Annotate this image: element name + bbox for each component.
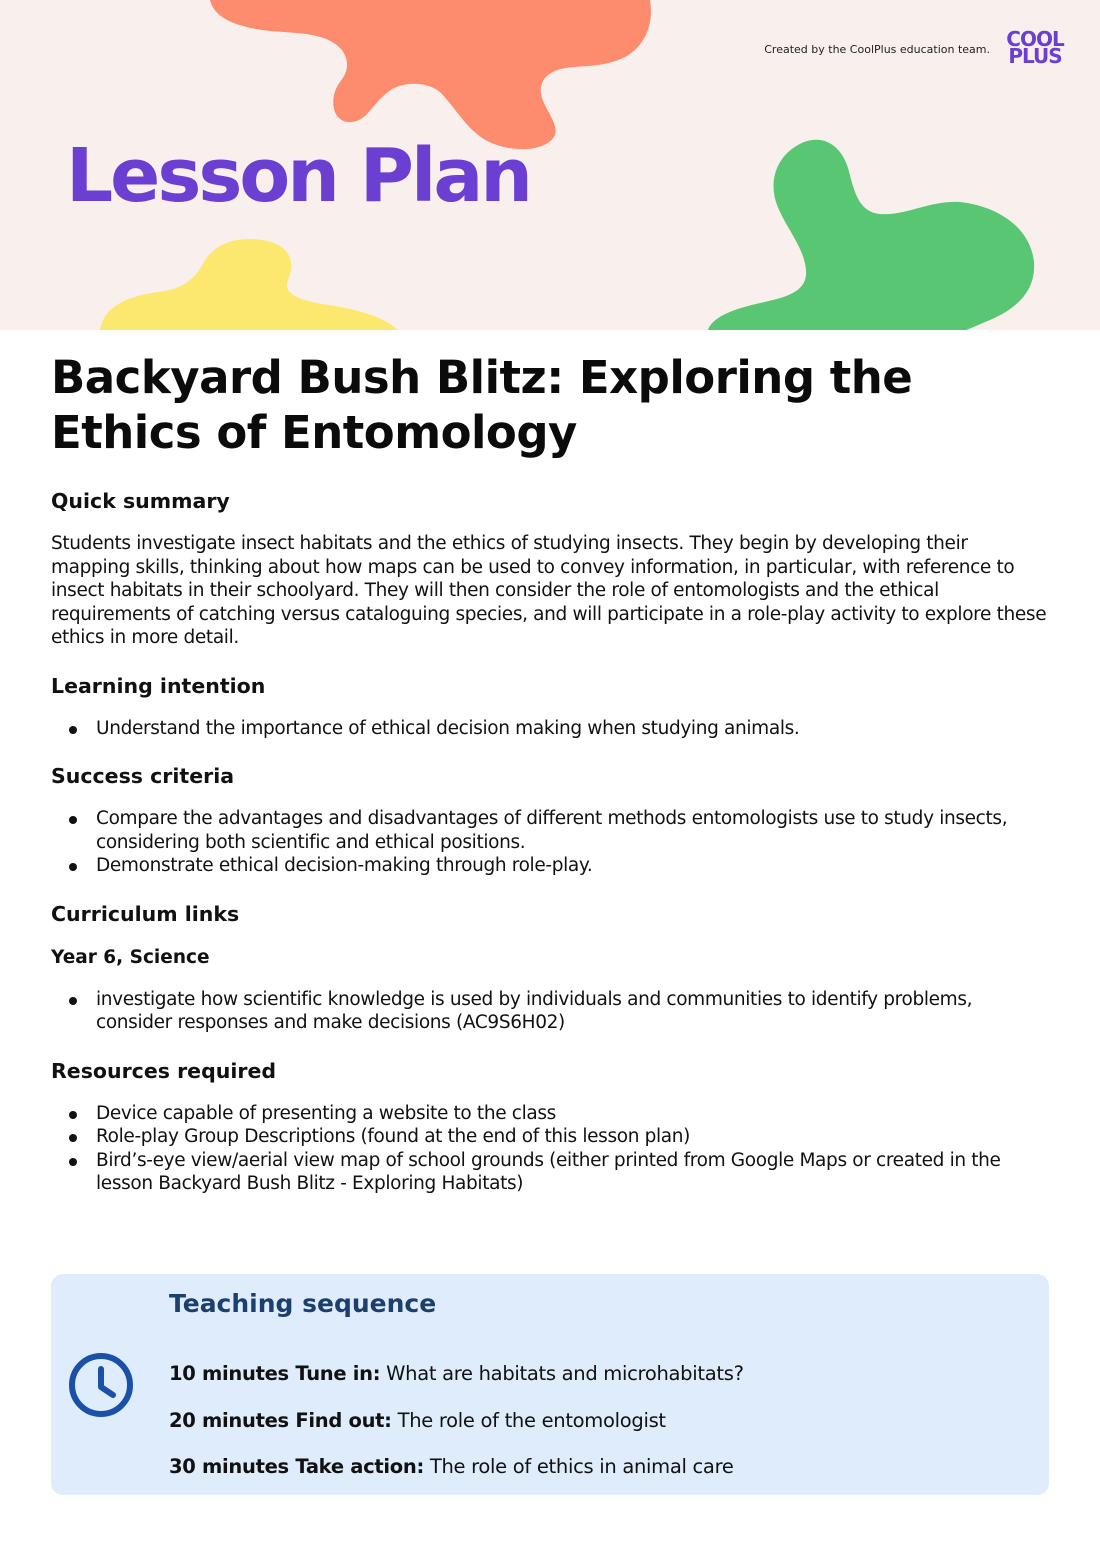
green-blob-shape: [708, 140, 1034, 330]
sequence-item: [169, 1454, 734, 1480]
list-item-text: Device capable of presenting a website to the class: [96, 1102, 556, 1124]
list-item: [51, 717, 1051, 741]
list-item-text: Understand the importance of ethical decision making when studying animals.: [96, 717, 800, 739]
teaching-sequence-heading: Teaching sequence: [169, 1289, 437, 1318]
coolplus-logo: [1002, 27, 1068, 73]
logo-line-plus: PLUS: [1008, 44, 1062, 68]
list-item: [51, 1102, 1051, 1126]
learning-intention-list: [51, 717, 1051, 741]
resources-heading: Resources required: [51, 1058, 277, 1083]
bullet-icon: [69, 863, 77, 871]
list-item: [51, 1125, 1051, 1149]
list-item: [51, 854, 1051, 878]
curriculum-list: [51, 988, 1051, 1035]
lesson-title: Backyard Bush Blitz: Exploring the Ethics of Entomology: [51, 351, 913, 459]
bullet-icon: [69, 997, 77, 1005]
curriculum-subheading: Year 6, Science: [51, 946, 210, 968]
sequence-item-text: The role of the entomologist: [397, 1409, 666, 1432]
list-item-text: investigate how scientific knowledge is used by individuals and communities to identify problems, consider responses and make decisions (AC9S6H02): [96, 988, 973, 1033]
quick-summary-heading: Quick summary: [51, 489, 230, 513]
sequence-item: [169, 1361, 744, 1387]
yellow-blob-shape: [100, 239, 398, 330]
sequence-item: [169, 1408, 666, 1434]
lesson-content: [51, 350, 1051, 1196]
list-item-text: Demonstrate ethical decision-making through role-play.: [96, 855, 593, 876]
resources-list: [51, 1102, 1051, 1196]
logo-line-cool: COOL: [1006, 27, 1064, 51]
sequence-item-label: 10 minutes Tune in:: [169, 1362, 381, 1385]
quick-summary-text: Students investigate insect habitats and the ethics of studying insects. They begin by developing their mapping skills, thinking about how maps can be used to convey information, in particular, with reference to insect habitats in their schoolyard. They will then consider the role of entomologists and the ethical requirements of catching versus cataloguing species, and will participate in a role-play activity to explore these ethics in more detail.: [51, 533, 1047, 648]
bullet-icon: [69, 1158, 77, 1166]
list-item-text: Role-play Group Descriptions (found at the end of this lesson plan): [96, 1126, 691, 1147]
sequence-item-text: The role of ethics in animal care: [429, 1455, 734, 1478]
list-item: [51, 1149, 1051, 1196]
list-item-text: Compare the advantages and disadvantages of different methods entomologists use to study insects, considering both scientific and ethical positions.: [96, 808, 1008, 853]
sequence-item-text: What are habitats and microhabitats?: [386, 1362, 744, 1385]
bullet-icon: [69, 1111, 77, 1119]
clock-icon: [67, 1351, 135, 1419]
curriculum-heading: Curriculum links: [51, 901, 240, 926]
sequence-item-label: 30 minutes Take action:: [169, 1455, 424, 1478]
sequence-item-label: 20 minutes Find out:: [169, 1409, 392, 1432]
hero-banner: [0, 0, 1100, 330]
teaching-sequence-panel: [51, 1274, 1049, 1495]
learning-intention-heading: Learning intention: [51, 673, 266, 698]
list-item: [51, 988, 1051, 1035]
bullet-icon: [69, 816, 77, 824]
bullet-icon: [69, 1134, 77, 1142]
bullet-icon: [69, 726, 77, 734]
success-criteria-list: [51, 807, 1051, 878]
orange-blob-shape: [210, 0, 651, 149]
success-criteria-heading: Success criteria: [51, 764, 235, 788]
list-item: [51, 807, 1051, 854]
list-item-text: Bird’s-eye view/aerial view map of school grounds (either printed from Google Maps or created in the lesson Backyard Bush Blitz - Exploring Habitats): [96, 1149, 1001, 1194]
credit-text: Created by the CoolPlus education team.: [764, 43, 990, 56]
page-title: Lesson Plan: [66, 133, 530, 219]
